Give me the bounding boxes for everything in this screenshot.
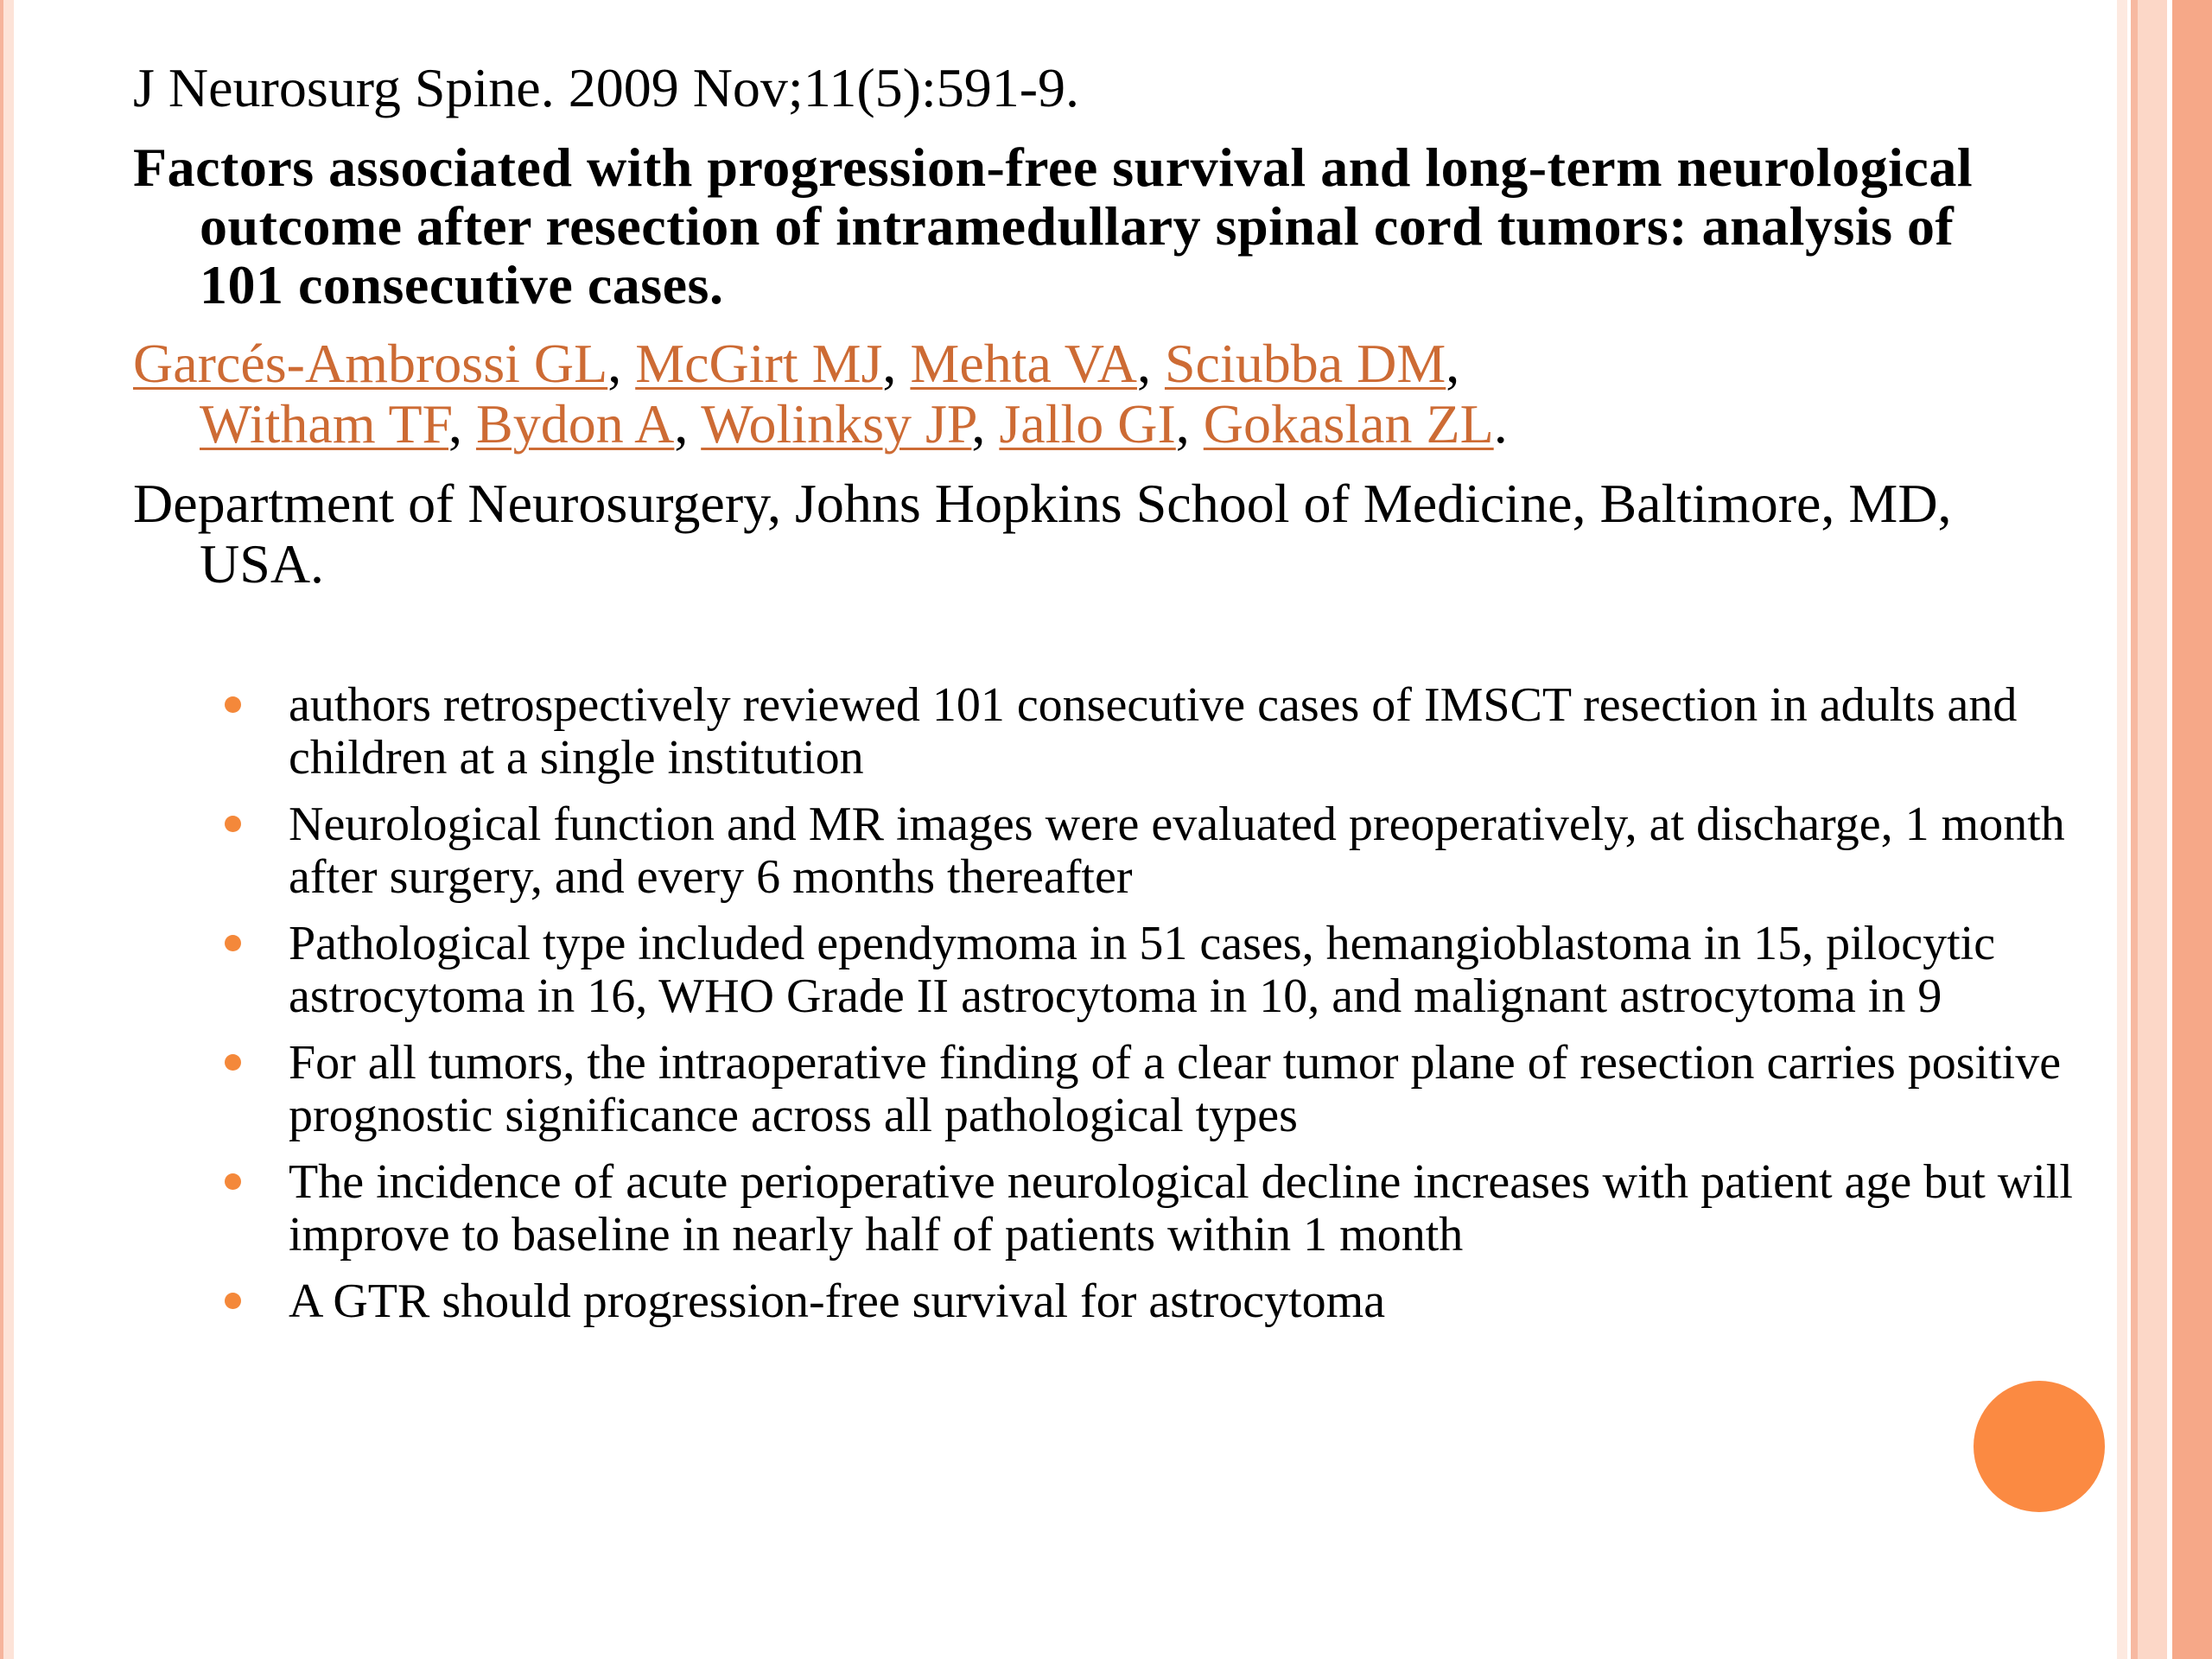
author-separator: , bbox=[1136, 333, 1165, 394]
list-item bbox=[289, 918, 2138, 1023]
author-separator: , bbox=[882, 333, 911, 394]
citation: J Neurosurg Spine. 2009 Nov;11(5):591-9. bbox=[133, 57, 1080, 118]
orange-circle-decoration bbox=[1974, 1381, 2105, 1512]
list-item bbox=[289, 679, 2138, 785]
author-separator: , bbox=[448, 393, 476, 454]
bullet-text: A GTR should progression-free survival for astrocytoma bbox=[289, 1274, 1386, 1328]
bullet-text: authors retrospectively reviewed 101 consecutive cases of IMSCT resection in adults and children at a single institution bbox=[289, 678, 2018, 785]
bullet-text: For all tumors, the intraoperative finding of a clear tumor plane of resection carries positive prognostic significance across all pathological types bbox=[289, 1036, 2062, 1142]
author-separator: , bbox=[971, 393, 1000, 454]
bullet-text: Pathological type included ependymoma in 51 cases, hemangioblastoma in 15, pilocytic astrocytoma in 16, WHO Grade II astrocytoma in 10, and malignant astrocytoma in 9 bbox=[289, 917, 1996, 1023]
bullet-dot-icon bbox=[225, 935, 241, 951]
author-separator: , bbox=[674, 393, 702, 454]
bullet-dot-icon bbox=[225, 696, 241, 713]
author-separator: . bbox=[1493, 393, 1508, 454]
left-border-decoration bbox=[0, 0, 14, 1659]
list-item bbox=[289, 1037, 2138, 1142]
author-link[interactable]: Sciubba DM bbox=[1164, 333, 1446, 394]
bullet-dot-icon bbox=[225, 1054, 241, 1071]
author-link[interactable]: McGirt MJ bbox=[635, 333, 883, 394]
article-title: Factors associated with progression-free survival and long-term neurological outcome after resection of intramedullary spinal cord tumors: analysis of 101 consecutive cases. bbox=[133, 137, 1974, 315]
author-link[interactable]: Jallo GI bbox=[999, 393, 1176, 454]
author-separator: , bbox=[1175, 393, 1204, 454]
author-link[interactable]: Garcés-Ambrossi GL bbox=[133, 333, 608, 394]
list-item bbox=[289, 798, 2138, 904]
bullet-dot-icon bbox=[225, 1173, 241, 1190]
bullet-dot-icon bbox=[225, 816, 241, 832]
bullet-text: The incidence of acute perioperative neurological decline increases with patient age but will improve to baseline in nearly half of patients within 1 month bbox=[289, 1155, 2073, 1262]
list-item bbox=[289, 1275, 2138, 1328]
author-link[interactable]: Mehta VA bbox=[910, 333, 1137, 394]
author-link[interactable]: Bydon A bbox=[476, 393, 675, 454]
author-separator: , bbox=[607, 333, 636, 394]
slide-content bbox=[133, 57, 2073, 1342]
summary-bullet-list bbox=[133, 679, 2138, 1328]
author-link[interactable]: Wolinksy JP bbox=[701, 393, 972, 454]
author-link[interactable]: Gokaslan ZL bbox=[1203, 393, 1494, 454]
bullet-text: Neurological function and MR images were evaluated preoperatively, at discharge, 1 month after surgery, and every 6 months thereafter bbox=[289, 798, 2065, 904]
author-link[interactable]: Witham TF bbox=[200, 393, 448, 454]
author-list bbox=[133, 334, 1991, 454]
list-item bbox=[289, 1156, 2138, 1262]
affiliation: Department of Neurosurgery, Johns Hopkins School of Medicine, Baltimore, MD, USA. bbox=[133, 473, 1952, 594]
author-separator: , bbox=[1446, 333, 1460, 394]
bullet-dot-icon bbox=[225, 1293, 241, 1309]
